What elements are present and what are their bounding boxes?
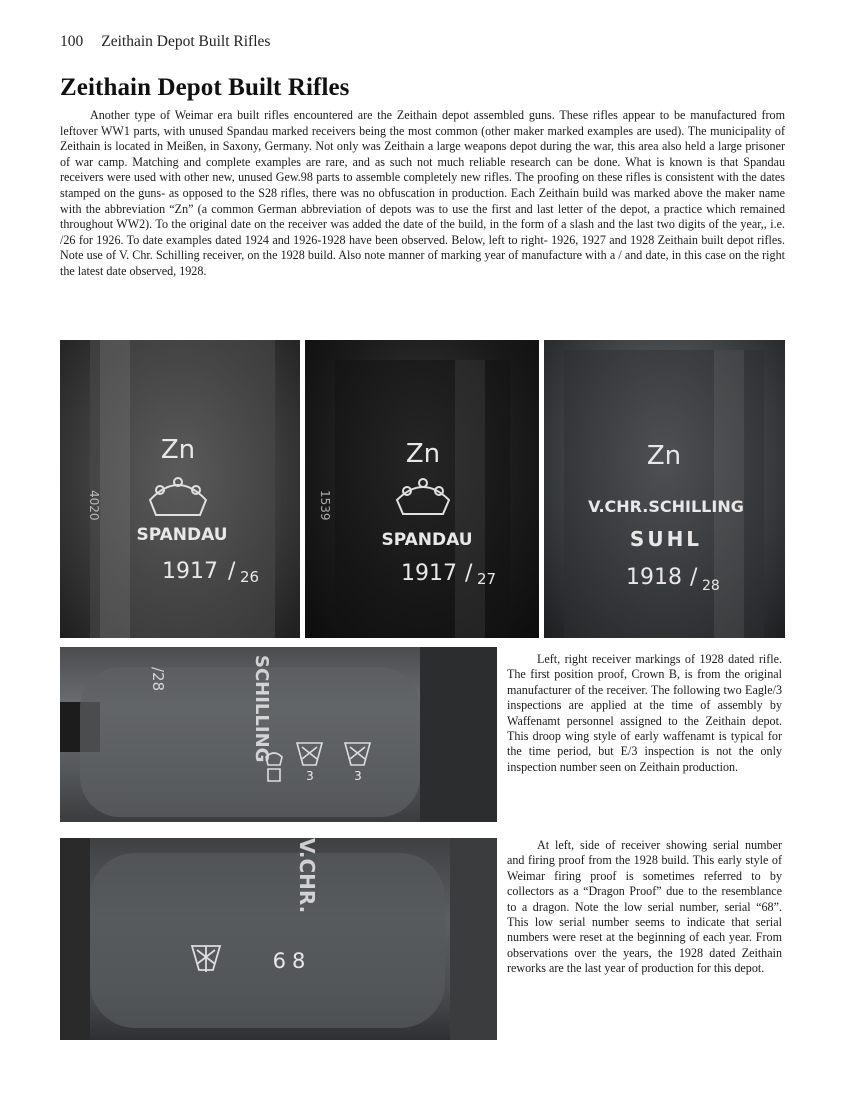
running-head (60, 33, 270, 51)
build-year: 26 (240, 568, 260, 586)
intro-paragraph: Another type of Weimar era built rifles encountered are the Zeithain depot assembled guns. These rifles appear to be manufactured from leftover WW1 parts, with unused Spandau marked receivers being the most common (other maker marked examples are used). The municipality of Zeithain is located in Meißen, in Saxony, Germany. Not only was Zeithain a large weapons depot during the war, this area also held a large prisoner of war camp. Matching and complete examples are rare, and as such not much reliable research can be done. What is known is that Spandau receivers were used with other new, unused Gew.98 parts to assemble completely new rifles. The proofing on these rifles is consistent with the dates stamped on the guns- as opposed to the S28 rifles, there was no obfuscation in production. Each Zeithain build was marked above the maker name with the abbreviation “Zn” (a common German abbreviation of depots was to use the first and last letter of the depot, a practice which remained throughout WW2). To the original date on the receiver was added the date of the build, in the form of a slash and the last two digits of the year,, i.e. /26 for 1926. To date examples dated 1924 and 1926-1928 have been observed. Below, left to right- 1926, 1927 and 1928 Zeithain built depot rifles. Note use of V. Chr. Schilling receiver, on the 1928 build. Also note manner of marking year of manufacture with a / and date, in this case on the right the latest date observed, 1928. (60, 108, 785, 278)
build-year: 28 (702, 578, 720, 594)
depot-mark: Zn (646, 441, 682, 471)
receiver-date: 1918 (626, 565, 682, 590)
inspection-number-a: 3 (306, 769, 314, 783)
inspection-number-b: 3 (354, 769, 362, 783)
date-slash: / (228, 559, 236, 584)
serial-number: 68 (272, 949, 312, 973)
photo-serial-1928 (60, 838, 497, 1040)
maker-mark: V.CHR.SCHILLING (588, 497, 744, 516)
side-serial: 4020 (87, 490, 101, 521)
receiver-date: 1917 (162, 559, 218, 584)
receiver-date: 1917 (401, 561, 457, 586)
maker-city: SUHL (629, 527, 703, 551)
side-serial: 1539 (318, 490, 332, 521)
depot-mark: Zn (405, 439, 441, 469)
photo-receiver-1927 (305, 340, 539, 638)
date-slash: / (465, 561, 473, 586)
caption-receiver-markings: Left, right receiver markings of 1928 dated rifle. The first position proof, Crown B, is from the original manufacturer of the receiver. The following two Eagle/3 inspections are applied at the time of assembly by Waffenamt personnel assigned to the Zeithain depot. This droop wing style of early waffenamt is typical for the time period, but E/3 inspection is not the only inspection number seen on Zeithain production. (507, 652, 782, 774)
depot-mark: Zn (160, 435, 196, 465)
build-year: 27 (477, 570, 497, 588)
top-slash-year: /28 (149, 667, 167, 692)
photo-markings-1928 (60, 647, 497, 822)
date-slash: / (690, 565, 698, 590)
maker-mark: SPANDAU (136, 525, 228, 545)
top-marking-text: V.CHR. (295, 838, 319, 914)
top-marking-text: SCHILLING (251, 655, 272, 763)
caption-serial-proof: At left, side of receiver showing serial number and firing proof from the 1928 build. This early style of Weimar firing proof is sometimes referred to by collectors as a “Dragon Proof” due to the resemblance to a dragon. Note the low serial number, serial “68”. This low serial number seems to indicate that serial numbers were reset at the beginning of each year. From observations over the years, the 1928 dated Zeithain reworks are the last year of production for this depot. (507, 838, 782, 976)
maker-mark: SPANDAU (381, 530, 473, 550)
running-title: Zeithain Depot Built Rifles (101, 33, 271, 50)
photo-receiver-1926 (60, 340, 300, 638)
article-title: Zeithain Depot Built Rifles (60, 74, 350, 101)
page-number: 100 (60, 33, 84, 50)
photo-receiver-1928 (544, 340, 785, 638)
